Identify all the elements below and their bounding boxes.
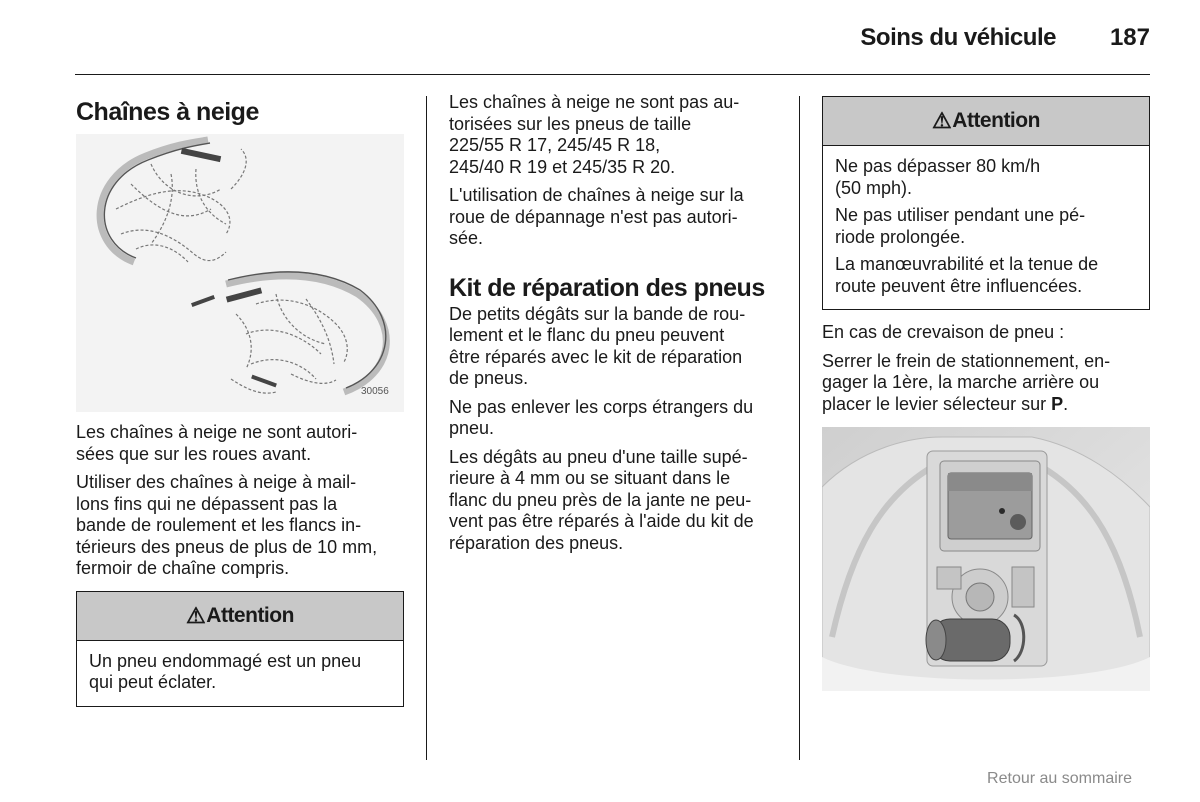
paragraph: Les chaînes à neige ne sont pas au- torisées sur les pneus de taille 225/55 R 17, 245/45 R 18, 245/40 R 19 et 245/35 R 20. (449, 92, 740, 177)
trunk-repair-kit-photo (822, 427, 1150, 691)
column-divider-2 (799, 96, 800, 760)
paragraph: Les dégâts au pneu d'une taille supé- rieure à 4 mm ou se situant dans le flanc du pneu près de la jante ne peu- vent pas être réparés à l'aide du kit de réparation des pneus. (449, 446, 754, 553)
attention-header: ⚠ Attention (77, 592, 403, 641)
attention-header: ⚠ Attention (823, 97, 1149, 146)
column-2 (449, 92, 779, 561)
page-header (860, 24, 1150, 56)
attention-text: Un pneu endommagé est un pneu qui peut éclater. (89, 650, 362, 692)
warning-triangle-icon: ⚠ (186, 602, 206, 628)
attention-text: Ne pas utiliser pendant une pé- riode prolongée. (835, 205, 1086, 247)
back-to-summary-link[interactable]: Retour au sommaire (987, 770, 1132, 787)
section-title: Soins du véhicule (860, 24, 1056, 51)
paragraph: Les chaînes à neige ne sont autori- sées que sur les roues avant. (76, 422, 358, 464)
column-divider-1 (426, 96, 427, 760)
paragraph: De petits dégâts sur la bande de rou- lement et le flanc du pneu peuvent être réparés avec le kit de réparation de pneus. (449, 303, 746, 388)
paragraph: Utiliser des chaînes à neige à mail- lons fins qui ne dépassent pas la bande de roulement et les flancs in- térieurs des pneus de plus de 10 mm, fermoir de chaîne compris. (76, 472, 378, 578)
column-3 (822, 96, 1150, 691)
figure-label: 30056 (361, 386, 389, 397)
paragraph: Serrer le frein de stationnement, en- gager la 1ère, la marche arrière ou placer le levier sélecteur sur P. (822, 350, 1111, 414)
paragraph: En cas de crevaison de pneu : (822, 322, 1065, 342)
page-number: 187 (1109, 24, 1150, 51)
header-rule (75, 74, 1150, 75)
column-1 (76, 92, 404, 707)
selector-position-p: P (1051, 393, 1064, 414)
paragraph: L'utilisation de chaînes à neige sur la roue de dépannage n'est pas autori- sée. (449, 185, 744, 248)
attention-text: Ne pas dépasser 80 km/h (50 mph). (835, 156, 1041, 198)
snow-chains-illustration (76, 134, 404, 412)
warning-triangle-icon: ⚠ (932, 108, 952, 133)
heading-snow-chains: Chaînes à neige (76, 98, 259, 126)
attention-box (822, 96, 1150, 310)
attention-box (76, 591, 404, 707)
attention-text: La manœuvrabilité et la tenue de route peuvent être influencées. (835, 254, 1099, 296)
paragraph: Ne pas enlever les corps étrangers du pneu. (449, 396, 754, 438)
heading-repair-kit: Kit de réparation des pneus (449, 273, 765, 302)
